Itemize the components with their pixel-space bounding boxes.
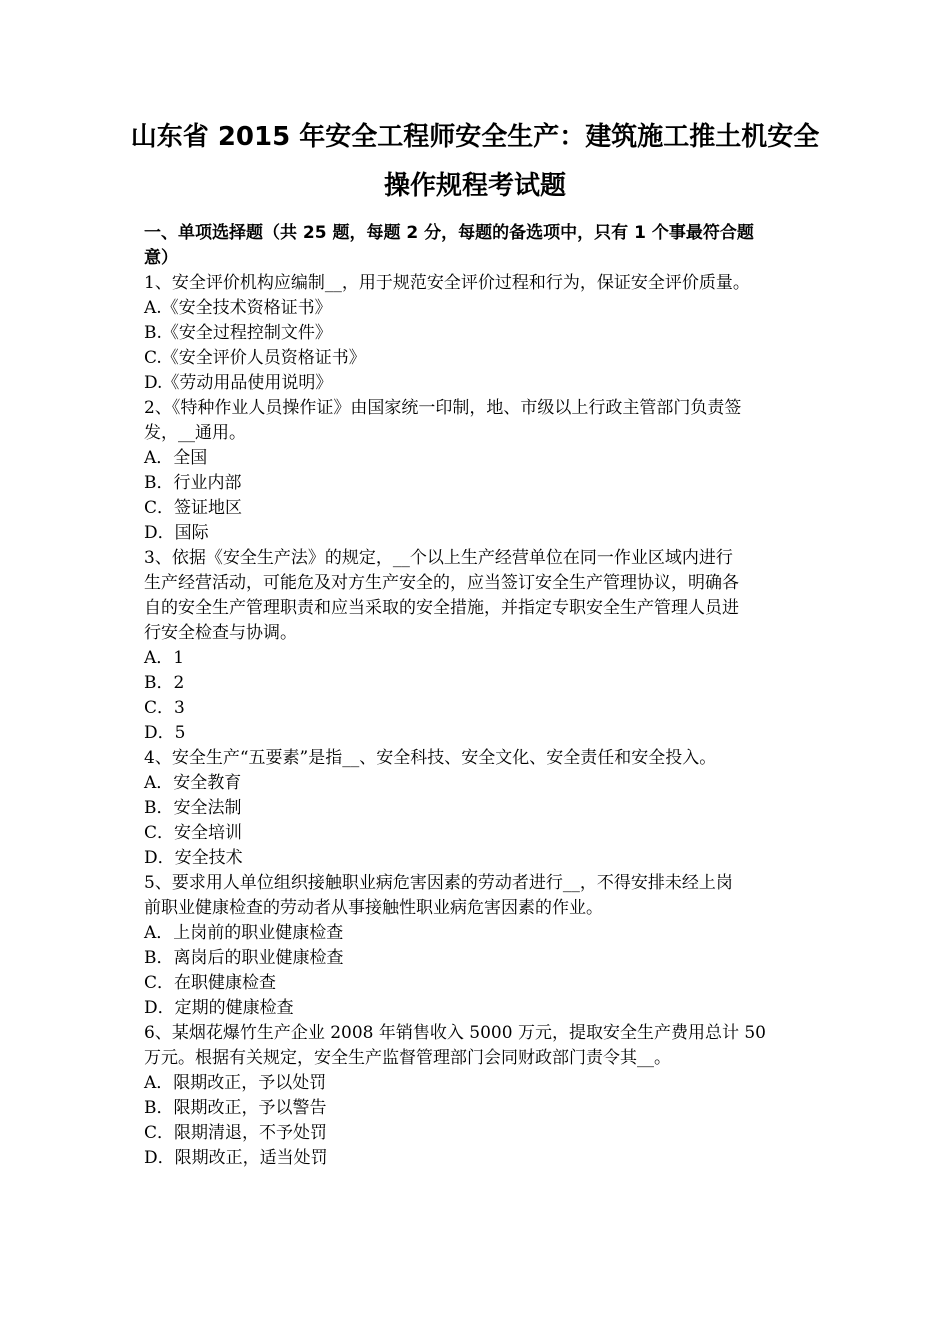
section-heading — [144, 221, 812, 271]
question-3 — [144, 546, 812, 746]
option-d: D．5 — [144, 723, 186, 743]
question-4 — [144, 746, 812, 871]
question-text-line: 1、安全评价机构应编制__，用于规范安全评价过程和行为，保证安全评价质量。 — [144, 273, 750, 293]
option-b: B．限期改正，予以警告 — [144, 1098, 327, 1118]
option-c: C．在职健康检查 — [144, 973, 277, 993]
question-text-line: 前职业健康检查的劳动者从事接触性职业病危害因素的作业。 — [144, 898, 603, 918]
document-title-line-1: 山东省 2015 年安全工程师安全生产：建筑施工推土机安全 — [130, 122, 820, 152]
question-text-line: 2、《特种作业人员操作证》由国家统一印制，地、市级以上行政主管部门负责签 — [144, 398, 742, 418]
option-c: C．安全培训 — [144, 823, 243, 843]
question-text-line: 5、要求用人单位组织接触职业病危害因素的劳动者进行__，不得安排未经上岗 — [144, 873, 733, 893]
option-a: A．1 — [144, 648, 185, 668]
option-b: B．2 — [144, 673, 185, 693]
option-d: D.《劳动用品使用说明》 — [144, 373, 333, 393]
question-text-line: 4、安全生产“五要素”是指__、安全科技、安全文化、安全责任和安全投入。 — [144, 748, 717, 768]
option-d: D．安全技术 — [144, 848, 243, 868]
document-title-line-2: 操作规程考试题 — [383, 171, 566, 201]
question-text-line: 自的安全生产管理职责和应当采取的安全措施，并指定专职安全生产管理人员进 — [144, 598, 739, 618]
question-text-line: 行安全检查与协调。 — [144, 623, 297, 643]
option-d: D．定期的健康检查 — [144, 998, 294, 1018]
option-c: C．3 — [144, 698, 185, 718]
option-a: A．全国 — [144, 448, 208, 468]
option-a: A．限期改正，予以处罚 — [144, 1073, 327, 1093]
option-c: C．限期清退，不予处罚 — [144, 1123, 328, 1143]
question-text-line: 万元。根据有关规定，安全生产监督管理部门会同财政部门责令其__。 — [144, 1048, 671, 1068]
option-c: C．签证地区 — [144, 498, 243, 518]
question-text-line: 3、依据《安全生产法》的规定，__个以上生产经营单位在同一作业区域内进行 — [144, 548, 733, 568]
option-d: D．限期改正，适当处罚 — [144, 1148, 328, 1168]
question-5 — [144, 871, 812, 1021]
option-b: B.《安全过程控制文件》 — [144, 323, 332, 343]
question-1 — [144, 271, 812, 396]
option-b: B．离岗后的职业健康检查 — [144, 948, 344, 968]
question-text-line: 6、某烟花爆竹生产企业 2008 年销售收入 5000 万元，提取安全生产费用总计 50 — [144, 1023, 766, 1043]
question-2 — [144, 396, 812, 546]
question-text-line: 生产经营活动，可能危及对方生产安全的，应当签订安全生产管理协议，明确各 — [144, 573, 739, 593]
document-body — [144, 221, 812, 1171]
section-heading-line: 一、单项选择题（共 25 题，每题 2 分，每题的备选项中，只有 1 个事最符合题 — [144, 223, 754, 243]
option-b: B．安全法制 — [144, 798, 242, 818]
question-6 — [144, 1021, 812, 1171]
option-b: B．行业内部 — [144, 473, 242, 493]
option-a: A．上岗前的职业健康检查 — [144, 923, 344, 943]
section-heading-line: 意） — [144, 248, 178, 268]
option-d: D．国际 — [144, 523, 209, 543]
option-a: A.《安全技术资格证书》 — [144, 298, 332, 318]
option-c: C.《安全评价人员资格证书》 — [144, 348, 366, 368]
option-a: A．安全教育 — [144, 773, 242, 793]
question-text-line: 发，__通用。 — [144, 423, 246, 443]
